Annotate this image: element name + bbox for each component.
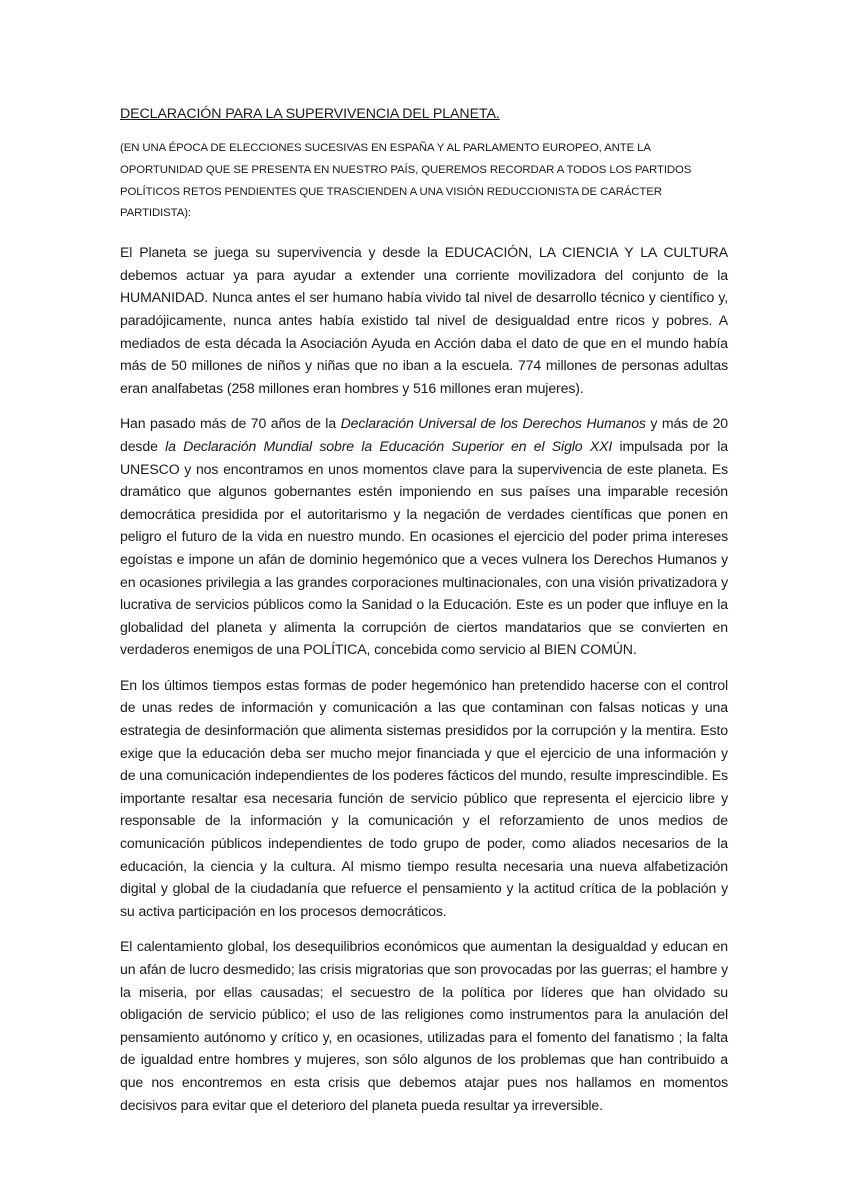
paragraph-2-part-2: y más de 20 desde [120, 415, 729, 454]
document-title [120, 104, 728, 124]
document-title-text: DECLARACIÓN PARA LA SUPERVIVENCIA DEL PLANETA [120, 106, 496, 122]
paragraph-2-italic-1: Declaración Universal de los Derechos Humanos [340, 415, 646, 432]
paragraph-3: En los últimos tiempos estas formas de poder hegemónico han pretendido hacerse con el control de unas redes de información y comunicación a las que contaminan con falsas noticas y una estrategia de desinformación que alimenta sistemas presididos por la corrupción y la mentira. Esto exige que la educación deba ser mucho mejor financiada y que el ejercicio de una información y de una comunicación independientes de los poderes fácticos del mundo, resulte imprescindible. Es importante resaltar esa necesaria función de servicio público que representa el ejercicio libre y responsable de la información y la comunicación y el reforzamiento de unos medios de comunicación públicos independientes de todo grupo de poder, como aliados necesarios de la educación, la ciencia y la cultura. Al mismo tiempo resulta necesaria una nueva alfabetización digital y global de la ciudadanía que refuerce el pensamiento y la actitud crítica de la población y su activa participación en los procesos democráticos. [120, 676, 728, 919]
paragraph-2-part-3: impulsada por la UNESCO y nos encontramos en unos momentos clave para la supervivencia de este planeta. Es dramático que algunos gobernantes estén imponiendo en sus países una imparable recesión democrática presidida por el autoritarismo y la negación de verdades científicas que ponen en peligro el futuro de la vida en nuestro mundo. En ocasiones el ejercicio del poder prima intereses egoístas e impone un afán de dominio hegemónico que a veces vulnera los Derechos Humanos y en ocasiones privilegia a las grandes corporaciones multinacionales, con una visión privatizadora y lucrativa de servicios públicos como la Sanidad o la Educación. Este es un poder que influye en la globalidad del planeta y alimenta la corrupción de ciertos mandatarios que se convierten en verdaderos enemigos de una POLÍTICA, concebida como servicio al BIEN COMÚN. [120, 437, 728, 658]
paragraph-2 [120, 412, 728, 661]
document-title-period: . [495, 106, 500, 122]
paragraph-1: El Planeta se juega su supervivencia y desde la EDUCACIÓN, LA CIENCIA Y LA CULTURA debemos actuar ya para ayudar a extender una corriente movilizadora del conjunto de la HUMANIDAD. Nunca antes el ser humano había vivido tal nivel de desarrollo técnico y científico y, paradójicamente, nunca antes había existido tal nivel de desigualdad entre ricos y pobres. A mediados de esta década la Asociación Ayuda en Acción daba el dato de que en el mundo había más de 50 millones de niños y niñas que no iban a la escuela. 774 millones de personas adultas eran analfabetas (258 millones eran hombres y 516 millones eran mujeres). [120, 244, 728, 396]
paragraph-2-italic-2: la Declaración Mundial sobre la Educación Superior en el Siglo XXI [165, 437, 613, 454]
paragraph-4: El calentamiento global, los desequilibrios económicos que aumentan la desigualdad y educan en un afán de lucro desmedido; las crisis migratorias que son provocadas por las guerras; el hambre y la miseria, por ellas causadas; el secuestro de la política por líderes que han olvidado su obligación de servicio público; el uso de las religiones como instrumentos para la anulación del pensamiento autónomo y crítico y, en ocasiones, utilizadas para el fomento del fanatismo ; la falta de igualdad entre hombres y mujeres, son sólo algunos de los problemas que han contribuido a que nos encontremos en esta crisis que debemos atajar pues nos hallamos en momentos decisivos para evitar que el deterioro del planeta pueda resultar ya irreversible. [120, 938, 728, 1113]
intro-paragraph: (EN UNA ÉPOCA DE ELECCIONES SUCESIVAS EN ESPAÑA Y AL PARLAMENTO EUROPEO, ANTE LA OPORTUNIDAD QUE SE PRESENTA EN NUESTRO PAÍS, QUEREMOS RECORDAR A TODOS LOS PARTIDOS POLÍTICOS RETOS PENDIENTES QUE TRASCIENDEN A UNA VISIÓN REDUCCIONISTA DE CARÁCTER PARTIDISTA): [120, 142, 692, 220]
paragraph-2-part-1: Han pasado más de 70 años de la [120, 415, 341, 432]
